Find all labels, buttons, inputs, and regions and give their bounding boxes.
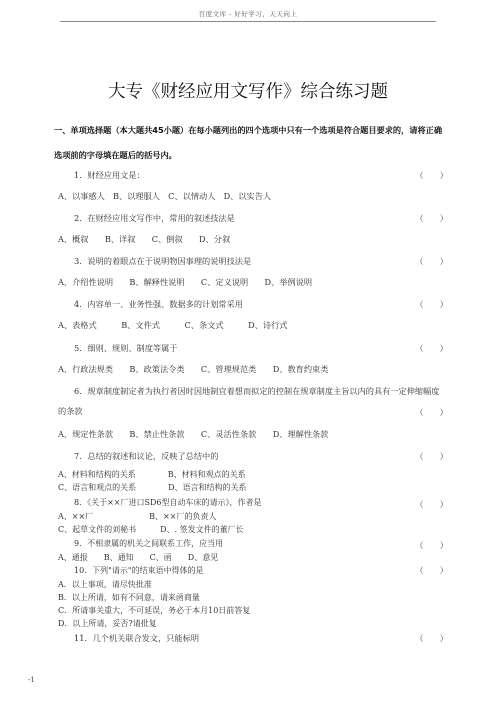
question-11: 11．几个机关联合发文，只能标明 (74, 633, 200, 643)
question-1: 1．财经应用文是： (74, 170, 145, 180)
options-10-a: A．以上事项，请尽快批准 (58, 580, 152, 589)
question-4: 4．内容单一、业务性强、数据多的计划常采用 (74, 299, 243, 309)
answer-blank-2: （ ） (415, 213, 448, 223)
options-1: A、以事感人 B、以理服人 C、以情动人 D、以实告人 (58, 191, 272, 201)
question-9: 9．不相隶属的机关之间联系工作，应当用 (74, 539, 224, 548)
question-2: 2．在财经应用文写作中，常用的叙述技法是 (74, 213, 235, 223)
section-heading (54, 118, 444, 168)
answer-blank-6: （ ） (415, 407, 448, 417)
answer-blank-7: （ ） (415, 451, 448, 461)
answer-blank-1: （ ） (415, 170, 448, 180)
answer-blank-9: （ ） (415, 540, 448, 550)
options-7-cd: C、语言和观点的关系 D、语言和结构的关系 (58, 483, 247, 492)
page-number: -1 (28, 676, 35, 684)
options-7-ab: A、材料和结构的关系 B、材料和观点的关系 (58, 470, 246, 479)
answer-blank-4: （ ） (415, 299, 448, 309)
answer-blank-10: （ ） (415, 565, 448, 575)
options-10-c: C．所请事关重大，不可延误，务必于本月10日前答复 (58, 606, 251, 615)
answer-blank-3: （ ） (415, 256, 448, 266)
options-4: A、表格式 B、文件式 C、条文式 D、诗行式 (58, 320, 288, 330)
options-2: A、概叙 B、详叙 C、倒叙 D、分叙 (58, 234, 231, 244)
question-6: 6．规章制度制定者为执行者因时因地制宜着想而拟定的控制在规章制度主旨以内的具有一定伸缩幅度的条款 (58, 386, 440, 416)
section-heading-text: 一、单项选择题（本大题共45小题）在每小题列出的四个选项中只有一个选项是符合题目要求的，请将正确选项前的字母填在题后的括号内。 (54, 125, 443, 160)
options-6: A、规定性条款 B、禁止性条款 C、灵活性条款 D、理解性条款 (58, 429, 329, 439)
page-header: 百度文库 - 好好学习，天天向上 (198, 10, 298, 18)
answer-blank-8: （ ） (415, 499, 448, 509)
options-10-b: B．以上所请，如有不同意，请来函商量 (58, 593, 200, 602)
answer-blank-11: （ ） (415, 633, 448, 643)
question-7: 7．总结的叙述和议论，反映了总结中的 (74, 451, 219, 461)
options-10-d: D．以上所请，妥否?请批复 (58, 619, 157, 628)
options-8-cd: C、起草文件的刘秘书 D、. 签发文件的董厂长 (58, 525, 244, 534)
header-divider (60, 21, 436, 22)
options-3: A、介绍性说明 B、解释性说明 C、定义说明 D、举例说明 (58, 277, 313, 287)
question-10: 10．下列"请示"的结束语中得体的是 (74, 566, 204, 575)
options-8-ab: A、××厂 B、××厂的负责人 (58, 512, 217, 521)
question-3: 3．说明的着眼点在于说明物因事理的说明技法是 (74, 256, 252, 266)
document-title: 大专《财经应用文写作》综合练习题 (108, 82, 388, 102)
question-8: 8．《关于××厂进口SD6型自动车床的请示》，作者是 (74, 498, 262, 507)
question-5: 5．细则、规则、制度等属于 (74, 343, 178, 353)
options-5: A、行政法规类 B、政策法令类 C、管理规范类 D、教育约束类 (58, 364, 329, 374)
answer-blank-5: （ ） (415, 343, 448, 353)
options-9: A、通报 B、通知 C、函 D、意见 (58, 553, 219, 562)
